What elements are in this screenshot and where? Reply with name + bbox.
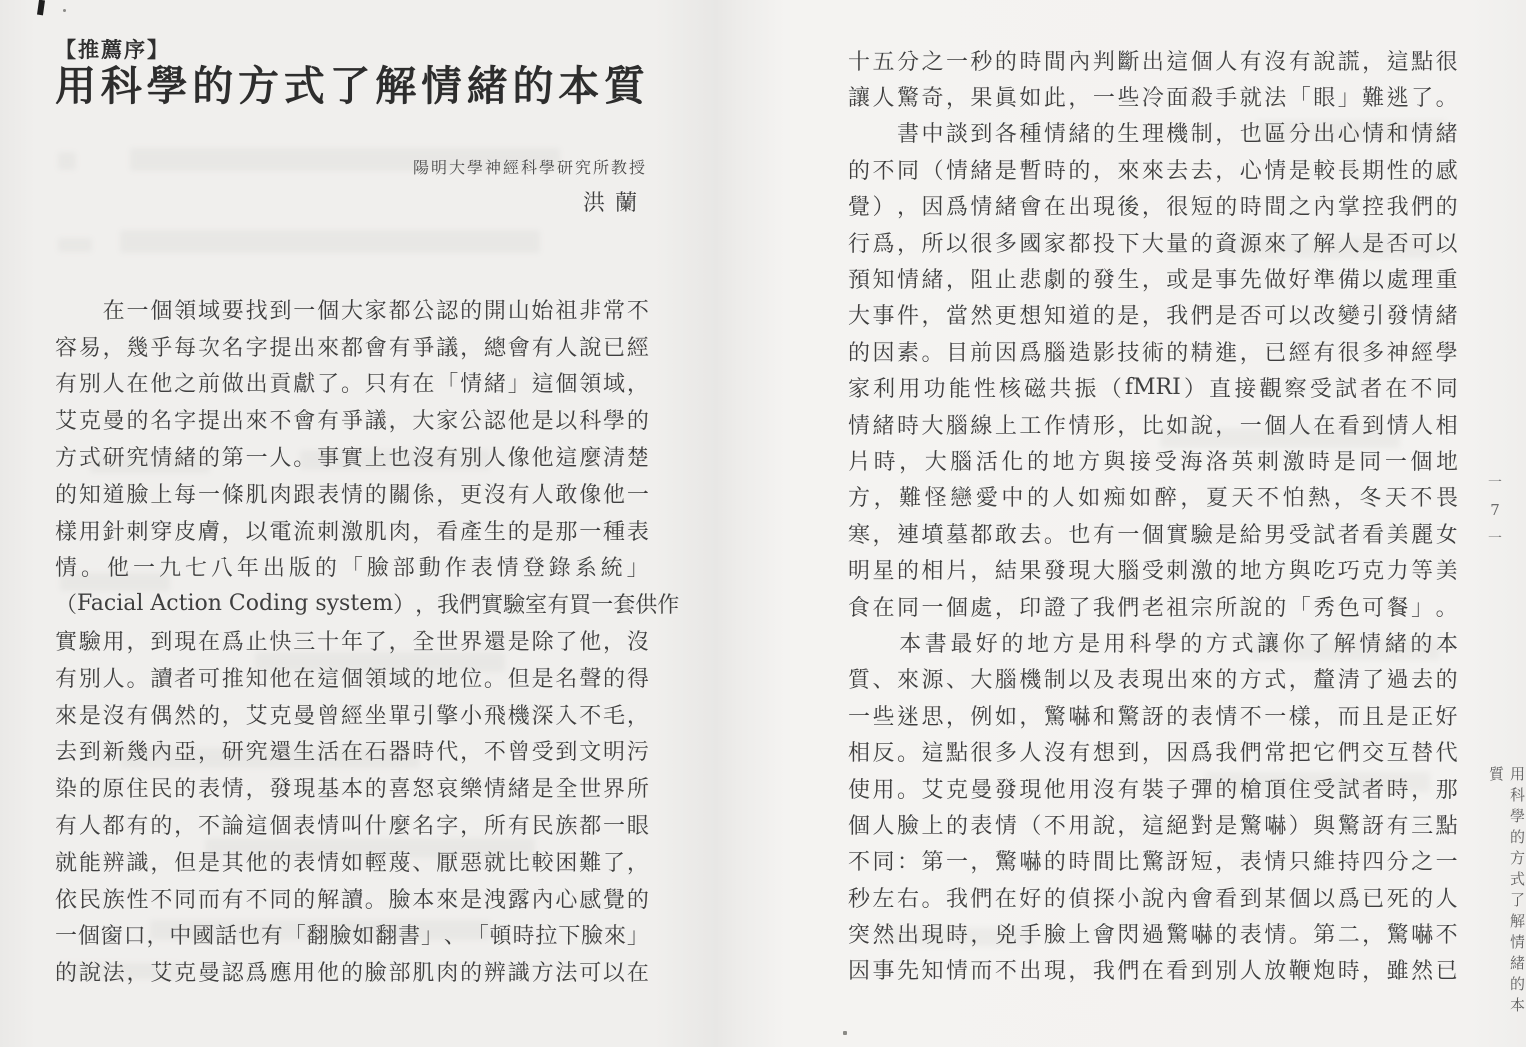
text-line: 讓 人 驚 奇 ， 果 眞 如 此 ， 一 些 冷 面 殺 手 就 法 「 眼 」 難 逃 了 。 <box>848 86 1458 112</box>
text-line: 方 ， 難 怪 戀 愛 中 的 人 如 痴 如 醉 ， 夏 天 不 怕 熱 ， 冬 天 不 畏 <box>848 486 1458 512</box>
bleedthrough-mark <box>120 230 540 253</box>
text-line: 就 能 辨 識 ， 但 是 其 他 的 表 情 如 輕 蔑 、 厭 惡 就 比 較 困 難 了 ， <box>55 850 649 876</box>
page-number-frame-top: 一 <box>1488 475 1502 491</box>
text-line: 有 別 人 在 他 之 前 做 出 貢 獻 了 。 只 有 在 「 情 緒 」 這 個 領 域 ， <box>55 372 649 398</box>
text-line: 預 知 情 緒 ， 阻 止 悲 劇 的 發 生 ， 或 是 事 先 做 好 準 備 以 處 理 重 <box>848 268 1458 294</box>
page-number <box>1482 472 1508 548</box>
text-line: 食 在 同 一 個 處 ， 印 證 了 我 們 老 祖 宗 所 說 的 「 秀 色 可 餐 」 。 <box>848 595 1458 621</box>
text-line: 情 。 他 一 九 七 八 年 出 版 的 「 臉 部 動 作 表 情 登 錄 系 統 」 <box>55 556 649 582</box>
text-line: 的 不 同 （ 情 緒 是 暫 時 的 ， 來 來 去 去 ， 心 情 是 較 長 期 性 的 感 <box>848 158 1458 184</box>
text-line: 書 中 談 到 各 種 情 緒 的 生 理 機 制 ， 也 區 分 出 心 情 和 情 緒 <box>896 122 1458 148</box>
text-line: 一 些 迷 思 ， 例 如 ， 驚 嚇 和 驚 訝 的 表 情 不 一 樣 ， 而 且 是 正 好 <box>848 704 1458 730</box>
section-label: 【推薦序】 <box>55 37 170 62</box>
text-line: 的 說 法 ， 艾 克 曼 認 爲 應 用 他 的 臉 部 肌 肉 的 辨 識 方 法 可 以 在 <box>55 961 649 987</box>
page-title: 用科學的方式了解情緒的本質 <box>55 62 645 110</box>
author-name: 洪蘭 <box>582 191 647 216</box>
text-line: 染 的 原 住 民 的 表 情 ， 發 現 基 本 的 喜 怒 哀 樂 情 緒 是 全 世 界 所 <box>55 777 649 803</box>
text-line: 秒 左 右 。 我 們 在 好 的 偵 探 小 說 內 會 看 到 某 個 以 爲 已 死 的 人 <box>848 886 1458 912</box>
bleedthrough-mark <box>58 238 92 252</box>
text-line: 明 星 的 相 片 ， 結 果 發 現 大 腦 受 刺 激 的 地 方 與 吃 巧 克 力 等 美 <box>848 559 1458 585</box>
right-body-text <box>848 42 1458 988</box>
text-line: 依 民 族 性 不 同 而 有 不 同 的 解 讀 。 臉 本 來 是 洩 露 內 心 感 覺 的 <box>55 887 649 913</box>
scan-artifact-speck <box>843 1031 847 1035</box>
text-line: 質 、 來 源 、 大 腦 機 制 以 及 表 現 出 來 的 方 式 ， 釐 清 了 過 去 的 <box>848 668 1458 694</box>
text-line: 相 反 。 這 點 很 多 人 沒 有 想 到 ， 因 爲 我 們 常 把 它 們 交 互 替 代 <box>848 741 1458 767</box>
text-line: 有 別 人 。 讀 者 可 推 知 他 在 這 個 領 域 的 地 位 。 但 是 名 聲 的 得 <box>55 666 649 692</box>
text-line: 的 知 道 臉 上 每 一 條 肌 肉 跟 表 情 的 關 係 ， 更 沒 有 人 敢 像 他 一 <box>55 482 649 508</box>
page-number-frame-bottom: 一 <box>1488 531 1502 547</box>
author-affiliation: 陽明大學神經科學研究所教授 <box>412 158 647 177</box>
text-line: 來 是 沒 有 偶 然 的 ， 艾 克 曼 曾 經 坐 單 引 擎 小 飛 機 深 入 不 毛 ， <box>55 703 649 729</box>
text-line: 大 事 件 ， 當 然 更 想 知 道 的 是 ， 我 們 是 否 可 以 改 變 引 發 情 緒 <box>848 304 1458 330</box>
text-line: 有 人 都 有 的 ， 不 論 這 個 表 情 叫 什 麼 名 字 ， 所 有 民 族 都 一 眼 <box>55 814 649 840</box>
text-line: 在 一 個 領 域 要 找 到 一 個 大 家 都 公 認 的 開 山 始 祖 非 常 不 <box>102 298 649 324</box>
text-line: 十 五 分 之 一 秒 的 時 間 內 判 斷 出 這 個 人 有 沒 有 說 謊 ， 這 點 很 <box>848 49 1458 75</box>
running-title: 用科學的方式了解情緒的本質 <box>1487 766 1526 1018</box>
text-line: 去 到 新 幾 內 亞 ， 研 究 還 生 活 在 石 器 時 代 ， 不 曾 受 到 文 明 污 <box>55 740 649 766</box>
left-body-text <box>55 291 680 990</box>
text-line: 本 書 最 好 的 地 方 是 用 科 學 的 方 式 讓 你 了 解 情 緒 的 本 <box>899 631 1458 657</box>
text-line: 一 個 窗 口 ， 中 國 話 也 有 「 翻 臉 如 翻 書 」 、 「 頓 時 拉 下 臉 來 」 <box>55 924 649 950</box>
text-line: 覺 ） ， 因 爲 情 緒 會 在 出 現 後 ， 很 短 的 時 間 之 內 掌 控 我 們 的 <box>848 195 1458 221</box>
text-line: 因 事 先 知 情 而 不 出 現 ， 我 們 在 看 到 別 人 放 鞭 炮 時 ， 雖 然 已 <box>848 959 1458 985</box>
text-line: 寒 ， 連 墳 墓 都 敢 去 。 也 有 一 個 實 驗 是 給 男 受 試 者 看 美 麗 女 <box>848 522 1458 548</box>
text-line: 不 同 ： 第 一 ， 驚 嚇 的 時 間 比 驚 訝 短 ， 表 情 只 維 持 四 分 之 一 <box>848 850 1458 876</box>
text-line: 家 利 用 功 能 性 核 磁 共 振 （ fMRI ） 直 接 觀 察 受 試 者 在 不 同 <box>848 375 1458 403</box>
text-line: 行 爲 ， 所 以 很 多 國 家 都 投 下 大 量 的 資 源 來 了 解 人 是 否 可 以 <box>848 231 1458 257</box>
scan-artifact-speck <box>63 9 66 12</box>
text-line: 的 因 素 。 目 前 因 爲 腦 造 影 技 術 的 精 進 ， 已 經 有 很 多 神 經 學 <box>848 340 1458 366</box>
text-line: 樣 用 針 刺 穿 皮 膚 ， 以 電 流 刺 激 肌 肉 ， 看 產 生 的 是 那 一 種 表 <box>55 519 649 545</box>
text-line: 使 用 。 艾 克 曼 發 現 他 用 沒 有 裝 子 彈 的 槍 頂 住 受 試 者 時 ， 那 <box>848 777 1458 803</box>
scan-artifact-ink <box>37 0 45 15</box>
text-line: 突 然 出 現 時 ， 兇 手 臉 上 會 閃 過 驚 嚇 的 表 情 。 第 二 ， 驚 嚇 不 <box>848 923 1458 949</box>
page-number-digit: 7 <box>1490 501 1500 519</box>
text-line: 個 人 臉 上 的 表 情 （ 不 用 說 ， 這 絕 對 是 驚 嚇 ） 與 驚 訝 有 三 點 <box>848 813 1458 839</box>
text-line: 方 式 研 究 情 緒 的 第 一 人 。 事 實 上 也 沒 有 別 人 像 他 這 麼 清 楚 <box>55 446 649 472</box>
text-line: 片 時 ， 大 腦 活 化 的 地 方 與 接 受 海 洛 英 刺 激 時 是 同 一 個 地 <box>848 449 1458 475</box>
text-line: 情 緒 時 大 腦 線 上 工 作 情 形 ， 比 如 說 ， 一 個 人 在 看 到 情 人 相 <box>848 413 1458 439</box>
text-line: （ Facial Action Coding system ） ， 我 們 實 驗 室 有 買 一 套 供 作 <box>55 591 680 619</box>
text-line: 容 易 ， 幾 乎 每 次 名 字 提 出 來 都 會 有 爭 議 ， 總 會 有 人 說 已 經 <box>55 335 649 361</box>
text-line: 艾 克 曼 的 名 字 提 出 來 不 會 有 爭 議 ， 大 家 公 認 他 是 以 科 學 的 <box>55 409 649 435</box>
text-line: 實 驗 用 ， 到 現 在 爲 止 快 三 十 年 了 ， 全 世 界 還 是 除 了 他 ， 沒 <box>55 630 649 656</box>
